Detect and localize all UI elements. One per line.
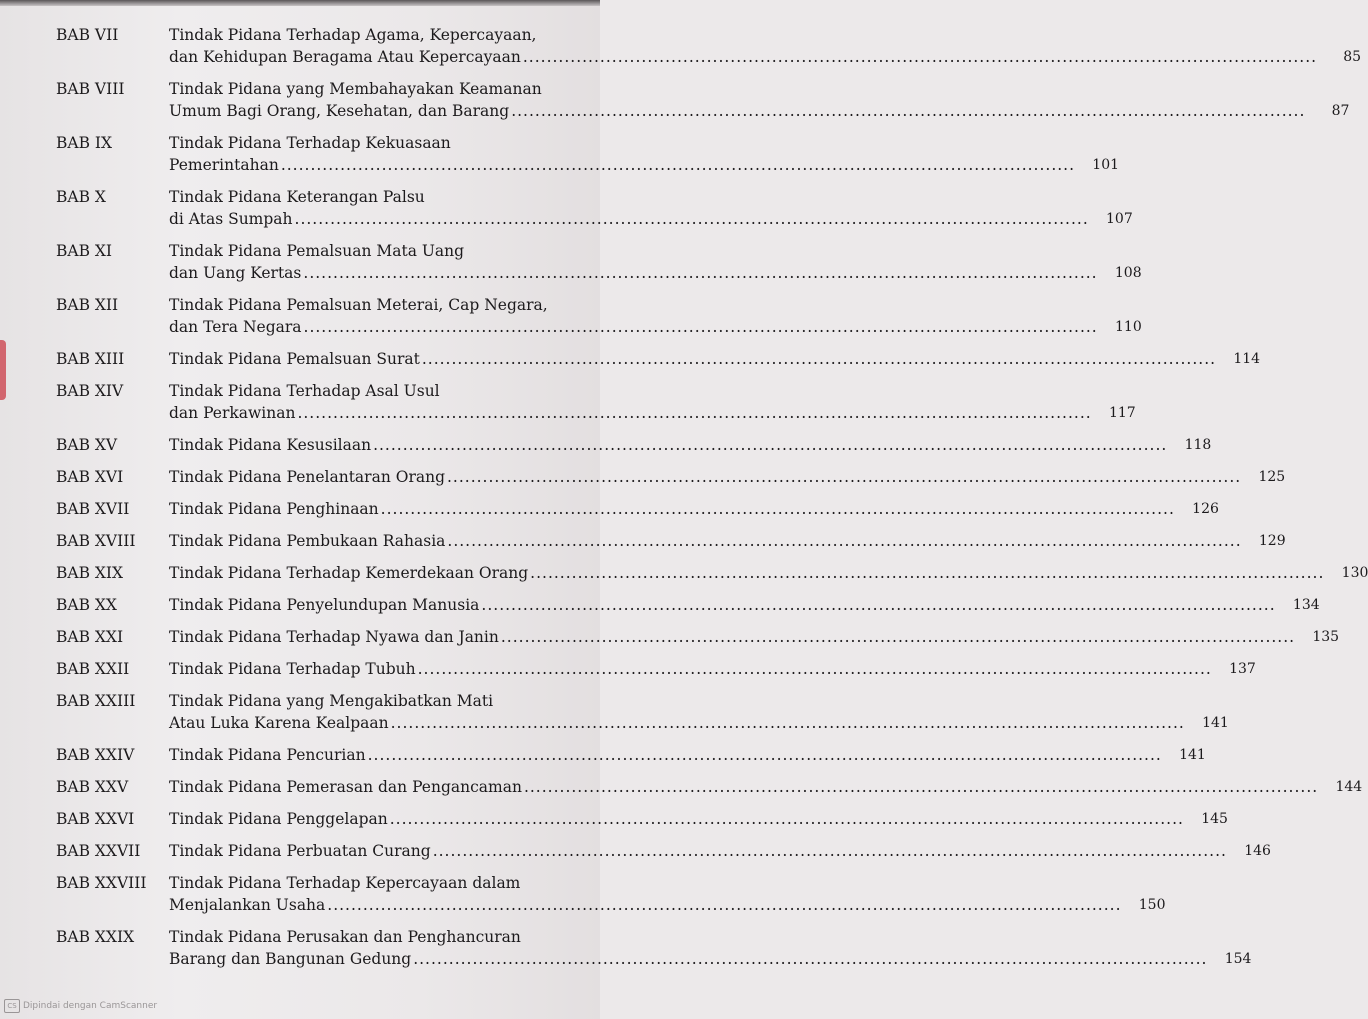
- toc-title-text: Tindak Pidana Terhadap Asal Usul: [169, 382, 440, 400]
- toc-title: [169, 498, 1179, 520]
- toc-leader-dots: [381, 498, 1175, 520]
- toc-chapter-number: BAB XXII: [56, 660, 130, 678]
- toc-title-line: [169, 434, 1171, 456]
- toc-title-line: [169, 712, 1189, 734]
- toc-page-number: 130: [1341, 565, 1368, 581]
- toc-chapter-number: BAB XXIII: [56, 692, 136, 710]
- toc-title-text: Atau Luka Karena Kealpaan: [169, 714, 389, 732]
- toc-title-line: [169, 466, 1245, 488]
- scanner-watermark: [4, 999, 157, 1013]
- toc-title-line: [169, 594, 1280, 616]
- toc-chapter-number: BAB XXVII: [56, 842, 141, 860]
- toc-entry: [56, 744, 1206, 766]
- toc-page-number: 118: [1184, 437, 1212, 453]
- toc-page-number: 117: [1108, 405, 1136, 421]
- toc-title-text: Tindak Pidana Penggelapan: [169, 810, 388, 828]
- toc-leader-dots: [413, 948, 1207, 970]
- toc-title: [169, 626, 1299, 648]
- toc-page-number: 150: [1138, 897, 1166, 913]
- toc-title-line: [169, 926, 1211, 948]
- toc-leader-dots: [523, 46, 1317, 68]
- toc-page-number: 146: [1244, 843, 1271, 859]
- table-of-contents: [56, 24, 1368, 980]
- toc-entry: [56, 466, 1286, 488]
- toc-title: [169, 434, 1171, 456]
- toc-title-line: [169, 530, 1246, 552]
- toc-title-line: [169, 948, 1211, 970]
- toc-chapter-number: BAB XXIX: [56, 928, 135, 946]
- toc-leader-dots: [418, 658, 1212, 680]
- toc-page-number: 141: [1202, 715, 1229, 731]
- toc-title-text: dan Perkawinan: [169, 404, 296, 422]
- toc-title-text: Tindak Pidana yang Membahayakan Keamanan: [169, 80, 542, 98]
- toc-title: [169, 840, 1231, 862]
- toc-title-text: Tindak Pidana Pemalsuan Meterai, Cap Negara,: [169, 296, 548, 314]
- toc-chapter-number: BAB VIII: [56, 80, 125, 98]
- toc-entry: [56, 658, 1256, 680]
- toc-title: [169, 466, 1245, 488]
- toc-entry: [56, 926, 1252, 970]
- toc-title-line: [169, 776, 1322, 798]
- toc-chapter-number: BAB XVII: [56, 500, 130, 518]
- toc-title-line: [169, 658, 1216, 680]
- toc-leader-dots: [433, 840, 1227, 862]
- toc-title-line: [169, 872, 1126, 894]
- toc-title-text: Tindak Pidana Terhadap Nyawa dan Janin: [169, 628, 499, 646]
- toc-title-text: Tindak Pidana Terhadap Kekuasaan: [169, 134, 451, 152]
- toc-title: [169, 530, 1246, 552]
- camscanner-logo-icon: CS: [4, 999, 20, 1013]
- toc-title: [169, 562, 1328, 584]
- toc-page-number: 134: [1292, 597, 1320, 613]
- toc-title: [169, 240, 1102, 284]
- toc-title-text: dan Uang Kertas: [169, 264, 302, 282]
- toc-chapter-number: BAB XI: [56, 242, 113, 260]
- toc-entry: [56, 872, 1166, 916]
- toc-entry: [56, 530, 1286, 552]
- toc-title-text: Tindak Pidana Pemalsuan Mata Uang: [169, 242, 465, 260]
- toc-title-text: Tindak Pidana Terhadap Kemerdekaan Orang: [169, 564, 529, 582]
- toc-title: [169, 926, 1211, 970]
- toc-title-line: [169, 78, 1309, 100]
- toc-title-line: [169, 154, 1079, 176]
- toc-title-text: Tindak Pidana Keterangan Palsu: [169, 188, 425, 206]
- toc-chapter-number: BAB XX: [56, 596, 117, 614]
- toc-chapter-number: BAB XXVIII: [56, 874, 147, 892]
- toc-title: [169, 348, 1220, 370]
- toc-title: [169, 186, 1093, 230]
- toc-entry: [56, 498, 1219, 520]
- toc-page-number: 87: [1331, 103, 1350, 119]
- toc-entry: [56, 348, 1261, 370]
- toc-chapter-number: BAB XXVI: [56, 810, 135, 828]
- toc-page-number: 101: [1092, 157, 1120, 173]
- toc-chapter-number: BAB XII: [56, 296, 119, 314]
- toc-title-text: Tindak Pidana Perbuatan Curang: [169, 842, 431, 860]
- toc-title-text: Tindak Pidana Terhadap Agama, Kepercayaan,: [169, 26, 537, 44]
- toc-title: [169, 78, 1309, 122]
- toc-chapter-number: BAB XXIV: [56, 746, 135, 764]
- toc-leader-dots: [390, 808, 1184, 830]
- toc-page-number: 108: [1114, 265, 1142, 281]
- toc-leader-dots: [303, 262, 1097, 284]
- toc-page-number: 135: [1312, 629, 1340, 645]
- toc-title-line: [169, 132, 1079, 154]
- toc-leader-dots: [368, 744, 1162, 766]
- toc-page-number: 125: [1258, 469, 1286, 485]
- toc-title-text: dan Tera Negara: [169, 318, 302, 336]
- toc-page-number: 144: [1335, 779, 1363, 795]
- toc-entry: [56, 240, 1142, 284]
- toc-title: [169, 776, 1322, 798]
- toc-title-text: Tindak Pidana Terhadap Tubuh: [169, 660, 416, 678]
- toc-page-number: 141: [1179, 747, 1206, 763]
- toc-title-line: [169, 46, 1321, 68]
- toc-title-text: Pemerintahan: [169, 156, 279, 174]
- toc-entry: [56, 78, 1350, 122]
- toc-leader-dots: [373, 434, 1167, 456]
- toc-title: [169, 744, 1166, 766]
- toc-entry: [56, 434, 1212, 456]
- toc-leader-dots: [481, 594, 1275, 616]
- toc-chapter-number: BAB IX: [56, 134, 113, 152]
- toc-title-line: [169, 316, 1102, 338]
- toc-title-line: [169, 100, 1309, 122]
- toc-chapter-number: BAB XV: [56, 436, 118, 454]
- toc-title-line: [169, 626, 1299, 648]
- toc-chapter-number: BAB VII: [56, 26, 119, 44]
- toc-page-number: 114: [1233, 351, 1261, 367]
- toc-entry: [56, 808, 1228, 830]
- toc-title-text: Tindak Pidana Penyelundupan Manusia: [169, 596, 480, 614]
- toc-chapter-number: BAB XVI: [56, 468, 124, 486]
- toc-title-text: Tindak Pidana Pemerasan dan Pengancaman: [169, 778, 522, 796]
- toc-entry: [56, 562, 1368, 584]
- toc-leader-dots: [304, 316, 1098, 338]
- toc-title-line: [169, 186, 1093, 208]
- toc-title-line: [169, 402, 1096, 424]
- toc-title-text: Tindak Pidana Penelantaran Orang: [169, 468, 445, 486]
- toc-title-line: [169, 240, 1102, 262]
- toc-title-line: [169, 24, 1321, 46]
- toc-chapter-number: BAB XIX: [56, 564, 124, 582]
- toc-page-number: 154: [1224, 951, 1252, 967]
- toc-title: [169, 24, 1321, 68]
- toc-chapter-number: BAB XIV: [56, 382, 124, 400]
- toc-leader-dots: [422, 348, 1216, 370]
- toc-chapter-number: BAB XIII: [56, 350, 125, 368]
- toc-title: [169, 380, 1096, 424]
- toc-title-line: [169, 894, 1126, 916]
- toc-title: [169, 294, 1102, 338]
- toc-title-line: [169, 208, 1093, 230]
- toc-title-line: [169, 498, 1179, 520]
- toc-title-text: Umum Bagi Orang, Kesehatan, dan Barang: [169, 102, 510, 120]
- toc-title-line: [169, 744, 1166, 766]
- toc-entry: [56, 626, 1340, 648]
- toc-entry: [56, 380, 1136, 424]
- toc-leader-dots: [295, 208, 1089, 230]
- toc-leader-dots: [391, 712, 1185, 734]
- toc-title: [169, 594, 1280, 616]
- toc-page-number: 107: [1106, 211, 1133, 227]
- toc-title: [169, 872, 1126, 916]
- scanner-watermark-text: Dipindai dengan CamScanner: [23, 1001, 158, 1011]
- toc-leader-dots: [447, 466, 1241, 488]
- toc-title-text: Tindak Pidana Penghinaan: [169, 500, 379, 518]
- toc-title: [169, 658, 1216, 680]
- toc-entry: [56, 186, 1133, 230]
- toc-title-line: [169, 808, 1188, 830]
- toc-page-number: 137: [1229, 661, 1256, 677]
- toc-title-text: Tindak Pidana Pemalsuan Surat: [169, 350, 420, 368]
- toc-page-number: 110: [1115, 319, 1142, 335]
- toc-title-text: Tindak Pidana yang Mengakibatkan Mati: [169, 692, 494, 710]
- toc-title-text: Barang dan Bangunan Gedung: [169, 950, 412, 968]
- toc-title-line: [169, 294, 1102, 316]
- toc-leader-dots: [297, 402, 1091, 424]
- toc-chapter-number: BAB XXI: [56, 628, 124, 646]
- toc-page-number: 85: [1343, 49, 1362, 65]
- toc-leader-dots: [511, 100, 1305, 122]
- toc-chapter-number: BAB XVIII: [56, 532, 136, 550]
- toc-title-text: Tindak Pidana Pencurian: [169, 746, 366, 764]
- page-top-edge: [0, 0, 600, 6]
- toc-title-text: dan Kehidupan Beragama Atau Kepercayaan: [169, 48, 521, 66]
- toc-title-text: Tindak Pidana Kesusilaan: [169, 436, 372, 454]
- toc-leader-dots: [327, 894, 1121, 916]
- toc-title-line: [169, 348, 1220, 370]
- toc-title-line: [169, 690, 1189, 712]
- toc-entry: [56, 594, 1320, 616]
- toc-title-line: [169, 262, 1102, 284]
- toc-leader-dots: [501, 626, 1295, 648]
- toc-title: [169, 808, 1188, 830]
- toc-title-text: di Atas Sumpah: [169, 210, 293, 228]
- toc-chapter-number: BAB X: [56, 188, 106, 206]
- toc-title-text: Tindak Pidana Terhadap Kepercayaan dalam: [169, 874, 521, 892]
- toc-title-line: [169, 840, 1231, 862]
- toc-title-line: [169, 562, 1328, 584]
- toc-entry: [56, 690, 1229, 734]
- toc-leader-dots: [447, 530, 1241, 552]
- toc-title: [169, 690, 1189, 734]
- toc-page-number: 129: [1258, 533, 1286, 549]
- toc-title-text: Menjalankan Usaha: [169, 896, 326, 914]
- toc-entry: [56, 132, 1120, 176]
- toc-title-text: Tindak Pidana Pembukaan Rahasia: [169, 532, 446, 550]
- toc-title-text: Tindak Pidana Perusakan dan Penghancuran: [169, 928, 521, 946]
- toc-chapter-number: BAB XXV: [56, 778, 129, 796]
- toc-title-line: [169, 380, 1096, 402]
- toc-entry: [56, 294, 1142, 338]
- toc-entry: [56, 24, 1362, 68]
- toc-leader-dots: [281, 154, 1075, 176]
- toc-page-number: 126: [1192, 501, 1219, 517]
- toc-title: [169, 132, 1079, 176]
- bookmark-tab: [0, 340, 6, 400]
- toc-page-number: 145: [1201, 811, 1228, 827]
- toc-entry: [56, 840, 1271, 862]
- toc-leader-dots: [530, 562, 1324, 584]
- toc-leader-dots: [524, 776, 1318, 798]
- toc-entry: [56, 776, 1363, 798]
